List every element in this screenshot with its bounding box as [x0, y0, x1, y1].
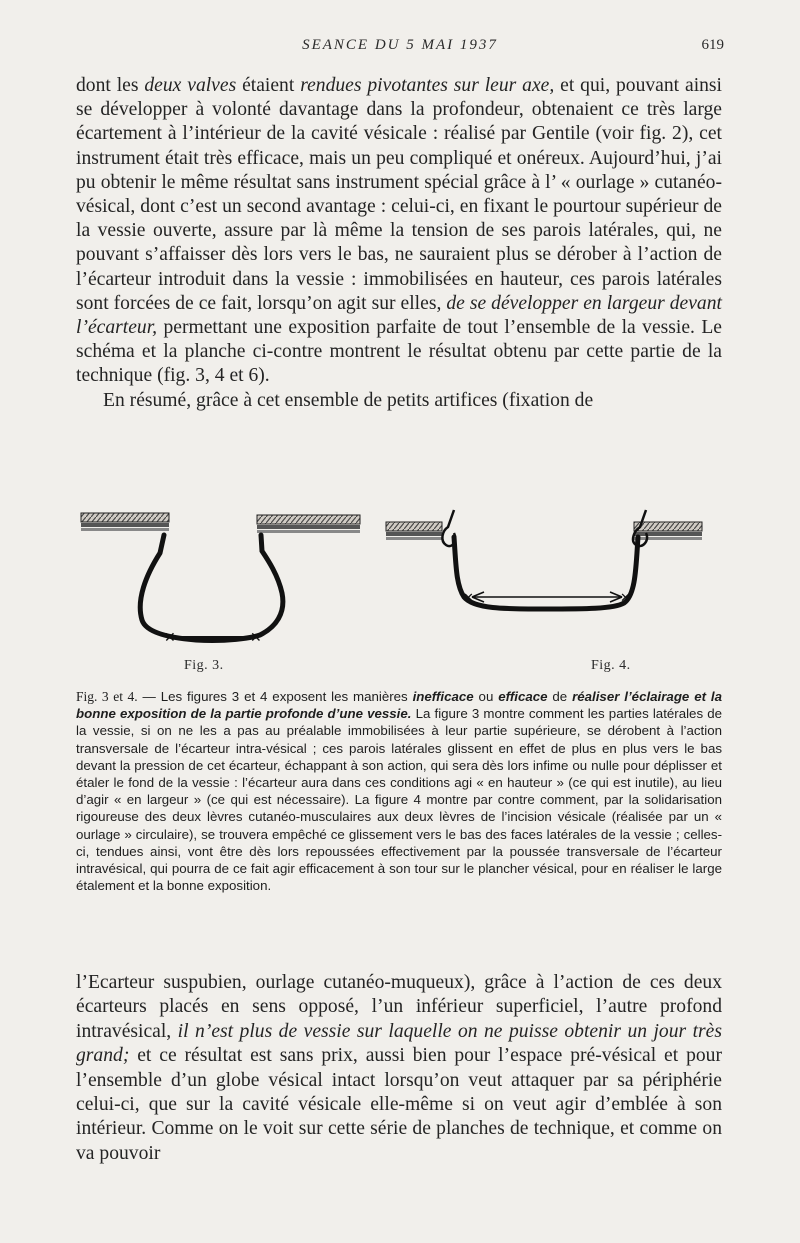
italic-run: il n’est plus de vessie sur laquelle on ne puisse obtenir un jour très grand; — [76, 1020, 723, 1067]
right-wall-layer — [634, 522, 702, 540]
text-run: étaient — [236, 75, 301, 96]
left-wall-layer — [386, 522, 442, 540]
retractor-hook-left: ✕ — [164, 630, 176, 646]
figure-4-label: Fig. 4. — [591, 658, 631, 673]
text-run: permettant une exposition parfaite de tout l’ensemble de la vessie. Le schéma et la planche ci-contre montrent le résultat obtenu par cette partie de la technique (fig. 3, 4 et 6). — [76, 317, 722, 387]
running-head-title: SEANCE DU 5 MAI 1937 — [302, 37, 498, 53]
text-run: l’Ecarteur suspubien, ourlage cutanéo-muqueux), grâce à l’action de ces deux écarteurs placés en sens opposé, l’un inférieur superficiel, l’autre profond intravésical, — [76, 972, 722, 1042]
bottom-paragraph — [76, 971, 722, 1166]
italic-run: deux valves — [144, 75, 237, 96]
text-run: ou — [473, 689, 499, 704]
italic-run: de se développer en largeur devant l’écarteur, — [76, 292, 722, 339]
caption-text — [76, 688, 722, 894]
retractor-hook-left: ✕ — [463, 591, 474, 606]
bold-italic-run: efficace — [498, 689, 548, 704]
page-number: 619 — [701, 37, 724, 53]
figure-3-drawing — [76, 505, 376, 655]
figure-caption — [76, 688, 722, 894]
retractor-hook-right: ✕ — [250, 630, 262, 646]
caption-lead: Fig. 3 et 4. — [76, 689, 138, 704]
bladder-outline — [454, 537, 638, 609]
text-run: et ce résultat est sans prix, aussi bien pour l’espace pré-vésical et pour l’ensemble d’un globe vésical intact lorsqu’on veut attaquer par sa périphérie celui-ci, que sur la cavité vésicale elle-même si on veut agir d’emblée à son intérieur. Comme on le voit sur cette série de planches de technique, et comme on va pouvoir — [76, 1045, 722, 1164]
running-head — [0, 37, 800, 59]
bottom-paragraph-text — [76, 971, 722, 1166]
text-run: — Les figures 3 et 4 exposent les manières — [137, 689, 413, 704]
left-wall-layer — [81, 513, 169, 531]
text-run: et qui, pouvant ainsi se développer à volonté davantage dans la profondeur, obtenaient ce très large écartement à l’intérieur de la cavité vésicale : réalisé par Gentile (voir fig. 2), cet instrument était très efficace, mais un peu compliqué et onéreux. Aujourd’hui, j’ai pu obtenir le même résultat sans instrument spécial grâce à l’ « ourlage » cutanéo-vésical, dont c’est un second avantage : celui-ci, en fixant le pourtour supérieur de la vessie ouverte, assure par là même la tension de ses parois latérales, qui, ne pouvant s’affaisser dès lors vers le bas, ne sauraient plus se dérober à l’action de l’écarteur introduit dans la vessie : immobilisées en hauteur, ces parois latérales sont forcées de ce fait, lorsqu’on agit sur elles, — [76, 75, 722, 314]
text-run: de — [547, 689, 573, 704]
figures-block — [76, 505, 722, 685]
text-run: La figure 3 montre comment les parties latérales de la vessie, si on ne les a pas au préalable immobilisées à leur partie supérieure, se dérobent à l’action transversale de l’écarteur intra-vésical ; ces parois latérales glissent en effet de plus en plus vers le bas devant la pression de cet écarteur, échappant à son action, qui sera dès lors infime ou nulle pour déplisser et étaler le fond de la vessie : l’écarteur aura dans ces conditions agi « en hauteur » (ce qui est inutile), au lieu d’agir « en largeur » (ce qui est nécessaire). La figure 4 montre par contre comment, par la solidarisation rigoureuse des deux lèvres cutanéo-musculaires aux deux lèvres de l’incision vésicale (réalisée par un « ourlage » circulaire), se trouvera empêché ce glissement vers le bas des faces latérales de la vessie ; celles-ci, tendues ainsi, vont être dès lors repoussées effectivement par la poussée transversale de l’écarteur intravésical, qui pourra de ce fait agir efficacement à son tour sur le plancher vésical, pour en réaliser le large étalement et la bonne exposition. — [76, 706, 723, 894]
bold-italic-run: l’éclairage et la bonne exposition de la partie profonde d’une vessie. — [76, 689, 722, 722]
figure-4-drawing — [384, 505, 714, 655]
top-paragraph-text — [76, 74, 722, 389]
retractor-hook-right: ✕ — [620, 591, 631, 606]
resume-line: En résumé, grâce à cet ensemble de petits artifices (fixation de — [103, 389, 594, 411]
top-paragraph — [76, 74, 722, 413]
text-run: dont les — [76, 75, 145, 96]
bold-italic-run: réaliser — [572, 689, 620, 704]
bladder-outline — [140, 535, 283, 641]
italic-run: rendues pivotantes sur leur axe, — [300, 75, 555, 96]
figure-3-label: Fig. 3. — [184, 658, 224, 673]
bold-italic-run: inefficace — [412, 689, 474, 704]
right-wall-layer — [257, 515, 360, 533]
